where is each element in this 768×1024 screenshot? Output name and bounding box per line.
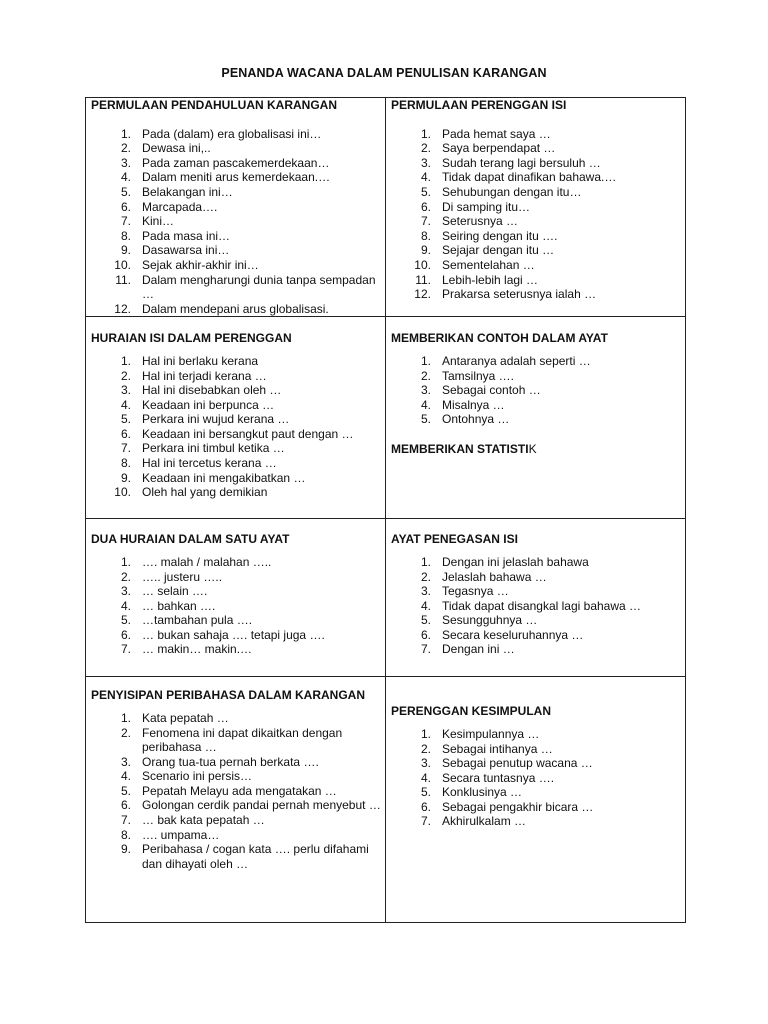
list-item <box>391 141 681 156</box>
list-item-text: Tamsilnya …. <box>442 368 515 383</box>
list-item-text: Seiring dengan itu …. <box>442 228 558 243</box>
section-cell <box>386 677 686 923</box>
list-number: 2 . <box>91 141 131 156</box>
list-item <box>91 471 381 486</box>
list-item <box>91 427 381 442</box>
list-item <box>391 599 681 614</box>
section-cell <box>86 677 386 923</box>
list-item-text: Lebih-lebih lagi … <box>442 272 539 287</box>
list-item <box>91 214 381 229</box>
list-number: 1 . <box>391 354 431 369</box>
list-number: 9 . <box>91 842 131 857</box>
list-item-text: Seterusnya … <box>442 214 519 229</box>
section-heading: DUA HURAIAN DALAM SATU AYAT <box>91 532 290 547</box>
list-item-text: Scenario ini persis… <box>142 769 253 784</box>
section-cell <box>86 98 386 317</box>
list-item <box>91 456 381 471</box>
list-number: 1 . <box>91 555 131 570</box>
list-item <box>91 441 381 456</box>
list-number: 1 . <box>391 727 431 742</box>
list-item <box>391 613 681 628</box>
list-number: 3 . <box>91 383 131 398</box>
list-item-text: …tambahan pula …. <box>142 613 253 628</box>
list-item <box>91 302 381 317</box>
section-heading: PERENGGAN KESIMPULAN <box>391 704 552 719</box>
list-item-text: Perkara ini timbul ketika … <box>142 441 285 456</box>
section-heading: PENYISIPAN PERIBAHASA DALAM KARANGAN <box>91 688 366 703</box>
list-item-text: Sesungguhnya … <box>442 613 538 628</box>
list-item-text: Pada hemat saya … <box>442 126 551 141</box>
list-item <box>91 412 381 427</box>
list-item-text: Dalam mendepani arus globalisasi. <box>142 301 329 316</box>
list-item <box>91 798 381 813</box>
list-number: 12 . <box>91 302 131 317</box>
list-number: 4 . <box>91 170 131 185</box>
list-item-text: Dalam mengharungi dunia tanpa sempadan … <box>142 272 376 302</box>
list-number: 7 . <box>391 214 431 229</box>
list-number: 3 . <box>91 156 131 171</box>
list-number: 2 . <box>391 570 431 585</box>
list-item-text: Peribahasa / cogan kata …. perlu difahami dan dihayati oleh … <box>142 842 369 871</box>
list-number: 4 . <box>91 398 131 413</box>
list-item-text: Dengan ini jelaslah bahawa <box>442 554 589 569</box>
list-item-text: Keadaan ini bersangkut paut dengan … <box>142 426 354 441</box>
list-item-text: Tidak dapat dinafikan bahawa.… <box>442 170 617 185</box>
list-item-text: Pada zaman pascakemerdekaan… <box>142 155 330 170</box>
list-number: 10 . <box>91 485 131 500</box>
list-item <box>391 214 681 229</box>
list-item <box>391 756 681 771</box>
list-item-text: Secara keseluruhannya … <box>442 627 584 642</box>
list-item-text: …. malah / malahan ….. <box>142 554 272 569</box>
section-list <box>391 727 681 829</box>
list-item-text: Belakangan ini… <box>142 184 233 199</box>
list-item-text: Akhirulkalam … <box>442 814 527 829</box>
list-item <box>91 185 381 200</box>
list-item <box>391 584 681 599</box>
section-cell <box>386 98 686 317</box>
list-item <box>391 156 681 171</box>
list-item-text: Sejak akhir-akhir ini… <box>142 257 259 272</box>
list-item <box>391 771 681 786</box>
table-row <box>86 98 686 317</box>
list-item-text: …. umpama… <box>142 827 220 842</box>
list-item-text: Oleh hal yang demikian <box>142 485 268 500</box>
list-item-text: Orang tua-tua pernah berkata …. <box>142 754 319 769</box>
section-heading: HURAIAN ISI DALAM PERENGGAN <box>91 331 292 346</box>
section-cell <box>86 317 386 519</box>
list-item-text: Prakarsa seterusnya ialah … <box>442 287 597 302</box>
list-number: 6 . <box>91 200 131 215</box>
list-item <box>91 711 381 726</box>
list-item <box>91 485 381 500</box>
list-item <box>91 200 381 215</box>
list-item <box>391 785 681 800</box>
list-item-text: Dasawarsa ini… <box>142 243 230 258</box>
list-item <box>91 628 381 643</box>
list-item <box>91 828 381 843</box>
list-item <box>91 842 381 871</box>
list-item-text: Sudah terang lagi bersuluh … <box>442 155 601 170</box>
list-number: 4 . <box>91 769 131 784</box>
list-item <box>91 141 381 156</box>
list-item-text: … selain …. <box>142 584 208 599</box>
list-number: 2 . <box>91 726 131 741</box>
list-item <box>391 229 681 244</box>
list-item <box>91 642 381 657</box>
list-item-text: Sehubungan dengan itu… <box>442 184 582 199</box>
list-item <box>391 354 681 369</box>
discourse-marker-table <box>85 97 686 923</box>
list-item <box>91 383 381 398</box>
list-number: 6 . <box>391 628 431 643</box>
list-number: 5 . <box>91 412 131 427</box>
list-number: 4 . <box>391 599 431 614</box>
list-item <box>91 398 381 413</box>
list-number: 9 . <box>391 243 431 258</box>
list-item <box>91 599 381 614</box>
section-list <box>91 711 381 872</box>
list-number: 8 . <box>91 828 131 843</box>
list-number: 7 . <box>91 214 131 229</box>
list-item <box>391 127 681 142</box>
list-item-text: Ontohnya … <box>442 412 510 427</box>
list-item <box>391 273 681 288</box>
list-number: 9 . <box>91 471 131 486</box>
list-number: 8 . <box>91 229 131 244</box>
section-subheading <box>391 442 681 457</box>
section-list <box>91 555 381 657</box>
list-number: 8 . <box>391 229 431 244</box>
section-cell <box>86 519 386 677</box>
section-heading: PERMULAAN PENDAHULUAN KARANGAN <box>91 98 337 112</box>
section-list <box>391 354 681 427</box>
list-item-text: Marcapada…. <box>142 199 218 214</box>
list-item <box>391 800 681 815</box>
list-item <box>91 258 381 273</box>
list-number: 12 . <box>391 287 431 302</box>
list-item <box>91 273 381 302</box>
list-number: 11 . <box>391 273 431 288</box>
list-item <box>391 642 681 657</box>
list-item <box>91 127 381 142</box>
list-item-text: Dewasa ini,.. <box>142 141 211 156</box>
list-item-text: Pada masa ini… <box>142 228 231 243</box>
list-item <box>91 769 381 784</box>
list-number: 5 . <box>91 185 131 200</box>
list-item <box>91 584 381 599</box>
list-item-text: Misalnya … <box>442 397 505 412</box>
section-heading: PERMULAAN PERENGGAN ISI <box>391 98 567 112</box>
list-item <box>91 229 381 244</box>
list-item <box>91 170 381 185</box>
list-number: 6 . <box>391 800 431 815</box>
list-number: 6 . <box>91 798 131 813</box>
list-item <box>391 170 681 185</box>
list-item <box>91 354 381 369</box>
list-item-text: … makin… makin.… <box>142 642 253 657</box>
table-row <box>86 519 686 677</box>
list-item-text: Konklusinya … <box>442 785 523 800</box>
list-item <box>391 398 681 413</box>
list-number: 9 . <box>91 243 131 258</box>
list-item <box>391 185 681 200</box>
list-item <box>391 555 681 570</box>
table-row <box>86 317 686 519</box>
list-item-text: Kata pepatah … <box>142 710 229 725</box>
list-item-text: Jelaslah bahawa … <box>442 569 547 584</box>
list-number: 5 . <box>391 185 431 200</box>
list-item <box>391 258 681 273</box>
list-number: 10 . <box>391 258 431 273</box>
list-item <box>391 814 681 829</box>
list-number: 4 . <box>391 170 431 185</box>
list-item-text: Fenomena ini dapat dikaitkan dengan peribahasa … <box>142 725 343 755</box>
list-number: 8 . <box>91 456 131 471</box>
list-item <box>391 200 681 215</box>
section-list <box>391 555 681 657</box>
list-item-text: Hal ini berlaku kerana <box>142 353 259 368</box>
list-item <box>91 570 381 585</box>
list-number: 3 . <box>391 756 431 771</box>
list-number: 7 . <box>91 642 131 657</box>
list-item-text: Sebagai contoh … <box>442 383 541 398</box>
list-number: 6 . <box>91 427 131 442</box>
list-item <box>91 613 381 628</box>
list-number: 5 . <box>391 785 431 800</box>
list-number: 3 . <box>391 156 431 171</box>
list-item-text: Pepatah Melayu ada mengatakan … <box>142 783 337 798</box>
table-row <box>86 677 686 923</box>
list-item-text: Sebagai intihanya … <box>442 741 553 756</box>
list-number: 3 . <box>91 755 131 770</box>
list-item-text: Kini… <box>142 214 175 229</box>
list-number: 6 . <box>91 628 131 643</box>
list-number: 5 . <box>91 784 131 799</box>
list-number: 7 . <box>91 441 131 456</box>
list-number: 7 . <box>391 642 431 657</box>
list-item-text: Sebagai pengakhir bicara … <box>442 799 594 814</box>
list-number: 4 . <box>391 398 431 413</box>
list-item-text: Antaranya adalah seperti … <box>442 353 591 368</box>
list-number: 5 . <box>391 613 431 628</box>
list-number: 6 . <box>391 200 431 215</box>
list-item-text: Tegasnya … <box>442 584 509 599</box>
section-list <box>91 127 381 317</box>
list-number: 1 . <box>391 127 431 142</box>
subheading-plain-text: K <box>528 441 537 456</box>
document-title: PENANDA WACANA DALAM PENULISAN KARANGAN <box>221 66 547 80</box>
list-item <box>91 243 381 258</box>
subheading-bold-text: MEMBERIKAN STATISTI <box>391 441 529 456</box>
list-number: 2 . <box>391 369 431 384</box>
list-number: 2 . <box>91 369 131 384</box>
list-item-text: … bak kata pepatah … <box>142 813 265 828</box>
list-item <box>91 369 381 384</box>
list-item <box>391 570 681 585</box>
list-item-text: Secara tuntasnya …. <box>442 770 555 785</box>
list-number: 3 . <box>391 383 431 398</box>
list-item-text: Dengan ini … <box>442 642 515 657</box>
list-item-text: Sementelahan … <box>442 257 535 272</box>
list-item <box>91 755 381 770</box>
list-item <box>91 813 381 828</box>
list-item-text: Saya berpendapat … <box>442 141 556 156</box>
list-number: 5 . <box>91 613 131 628</box>
list-number: 2 . <box>391 742 431 757</box>
list-number: 4 . <box>91 599 131 614</box>
list-number: 3 . <box>91 584 131 599</box>
list-item-text: Sejajar dengan itu … <box>442 243 555 258</box>
list-item <box>391 628 681 643</box>
list-item <box>91 555 381 570</box>
list-number: 1 . <box>91 711 131 726</box>
section-cell <box>386 317 686 519</box>
list-item-text: Hal ini disebabkan oleh … <box>142 383 282 398</box>
list-item-text: Di samping itu… <box>442 199 531 214</box>
list-number: 1 . <box>391 555 431 570</box>
list-item <box>91 156 381 171</box>
list-number: 5 . <box>391 412 431 427</box>
list-item-text: Keadaan ini mengakibatkan … <box>142 470 306 485</box>
list-item-text: … bahkan …. <box>142 598 216 613</box>
list-number: 1 . <box>91 354 131 369</box>
list-item <box>91 784 381 799</box>
list-item <box>391 243 681 258</box>
list-item-text: Hal ini terjadi kerana … <box>142 368 267 383</box>
section-list <box>91 354 381 500</box>
list-item <box>391 412 681 427</box>
list-item-text: Golongan cerdik pandai pernah menyebut … <box>142 798 381 813</box>
list-item-text: ….. justeru ….. <box>142 569 223 584</box>
list-number: 2 . <box>91 570 131 585</box>
list-item-text: … bukan sahaja …. tetapi juga …. <box>142 627 325 642</box>
list-item <box>391 383 681 398</box>
list-item <box>91 726 381 755</box>
list-item-text: Sebagai penutup wacana … <box>442 756 593 771</box>
list-item-text: Hal ini tercetus kerana … <box>142 456 277 471</box>
list-item-text: Tidak dapat disangkal lagi bahawa … <box>442 598 642 613</box>
list-number: 2 . <box>391 141 431 156</box>
list-item <box>391 287 681 302</box>
list-number: 3 . <box>391 584 431 599</box>
list-item-text: Dalam meniti arus kemerdekaan.… <box>142 170 331 185</box>
list-number: 11 . <box>91 273 131 288</box>
list-item-text: Pada (dalam) era globalisasi ini… <box>142 126 322 141</box>
list-number: 1 . <box>91 127 131 142</box>
section-heading: MEMBERIKAN CONTOH DALAM AYAT <box>391 331 608 346</box>
list-item <box>391 727 681 742</box>
section-list <box>391 127 681 302</box>
list-number: 4 . <box>391 771 431 786</box>
list-item <box>391 742 681 757</box>
list-number: 10 . <box>91 258 131 273</box>
list-item-text: Keadaan ini berpunca … <box>142 397 275 412</box>
section-heading: AYAT PENEGASAN ISI <box>391 532 518 547</box>
list-number: 7 . <box>391 814 431 829</box>
list-item <box>391 369 681 384</box>
list-item-text: Perkara ini wujud kerana … <box>142 412 290 427</box>
section-cell <box>386 519 686 677</box>
list-number: 7 . <box>91 813 131 828</box>
list-item-text: Kesimpulannya … <box>442 726 540 741</box>
